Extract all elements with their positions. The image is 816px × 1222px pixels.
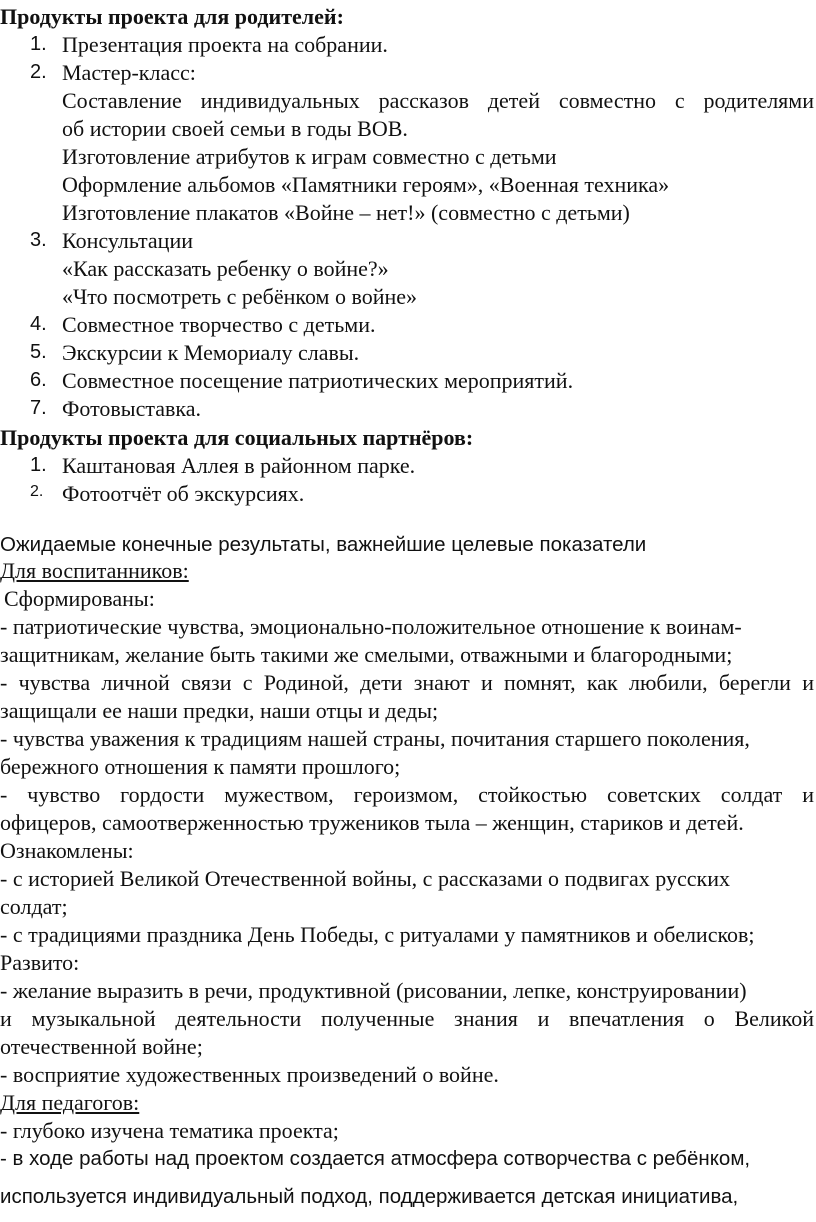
list-number: 2. bbox=[30, 61, 47, 83]
list-item-text: Совместное творчество с детьми. bbox=[62, 312, 376, 337]
list-number: 1. bbox=[30, 454, 47, 476]
list-number: 4. bbox=[30, 313, 47, 335]
list-subline: Изготовление плакатов «Войне – нет!» (совместно с детьми) bbox=[62, 200, 630, 225]
list-item-text: Консультации bbox=[62, 228, 194, 253]
list-number: 3. bbox=[30, 229, 47, 251]
text-line: солдат; bbox=[0, 894, 68, 919]
list-number: 7. bbox=[30, 397, 47, 419]
text-line: отечественной войне; bbox=[0, 1034, 203, 1059]
text-line: защитникам, желание быть такими же смелыми, отважными и благородными; bbox=[0, 642, 733, 667]
list-number: 6. bbox=[30, 369, 47, 391]
developed-label: Развито: bbox=[0, 950, 80, 975]
text-line: - желание выразить в речи, продуктивной (рисовании, лепке, конструировании) bbox=[0, 978, 747, 1003]
list-number: 1. bbox=[30, 33, 47, 55]
text-line: - с историей Великой Отечественной войны, с рассказами о подвигах русских bbox=[0, 866, 730, 891]
text-line: - чувства уважения к традициям нашей страны, почитания старшего поколения, bbox=[0, 726, 750, 751]
parents-products-heading: Продукты проекта для родителей: bbox=[0, 4, 344, 29]
text-line: - глубоко изучена тематика проекта; bbox=[0, 1118, 339, 1143]
list-subline: Изготовление атрибутов к играм совместно с детьми bbox=[62, 144, 557, 169]
list-number: 2. bbox=[30, 483, 44, 500]
pupils-heading: Для воспитанников: bbox=[0, 558, 189, 583]
list-subline: «Как рассказать ребенку о войне?» bbox=[62, 256, 389, 281]
list-number: 5. bbox=[30, 341, 47, 363]
partners-products-heading: Продукты проекта для социальных партнёров: bbox=[0, 425, 474, 450]
teachers-heading: Для педагогов: bbox=[0, 1090, 140, 1115]
list-item-text: Фотоотчёт об экскурсиях. bbox=[62, 481, 305, 506]
text-line: - в ходе работы над проектом создается атмосфера сотворчества с ребёнком, bbox=[0, 1147, 751, 1170]
acquainted-label: Ознакомлены: bbox=[0, 838, 134, 863]
text-line: защищали ее наши предки, наши отцы и деды; bbox=[0, 698, 439, 723]
list-subline: об истории своей семьи в годы ВОВ. bbox=[62, 116, 408, 141]
list-item-text: Фотовыставка. bbox=[62, 396, 202, 421]
text-line: - восприятие художественных произведений о войне. bbox=[0, 1062, 499, 1087]
list-item-text: Каштановая Аллея в районном парке. bbox=[62, 453, 416, 478]
text-line: - чувства личной связи с Родиной, дети знают и помнят, как любили, берегли и bbox=[0, 670, 814, 695]
list-subline: Составление индивидуальных рассказов детей совместно с родителями bbox=[62, 88, 814, 113]
text-line: - чувство гордости мужеством, героизмом, стойкостью советских солдат и bbox=[0, 782, 814, 807]
results-heading: Ожидаемые конечные результаты, важнейшие целевые показатели bbox=[0, 533, 647, 556]
list-item-text: Совместное посещение патриотических мероприятий. bbox=[62, 368, 574, 393]
list-item-text: Презентация проекта на собрании. bbox=[62, 32, 388, 57]
list-item-text: Экскурсии к Мемориалу славы. bbox=[62, 340, 360, 365]
text-line: - с традициями праздника День Победы, с ритуалами у памятников и обелисков; bbox=[0, 922, 755, 947]
text-line: используется индивидуальный подход, поддерживается детская инициатива, bbox=[0, 1185, 739, 1208]
list-subline: «Что посмотреть с ребёнком о войне» bbox=[62, 284, 418, 309]
formed-label: Сформированы: bbox=[4, 586, 155, 611]
list-item-text: Мастер-класс: bbox=[62, 60, 196, 85]
text-line: - патриотические чувства, эмоционально-положительное отношение к воинам- bbox=[0, 614, 742, 639]
text-line: бережного отношения к памяти прошлого; bbox=[0, 754, 401, 779]
list-subline: Оформление альбомов «Памятники героям», «Военная техника» bbox=[62, 172, 670, 197]
text-line: офицеров, самоотверженностью тружеников тыла – женщин, стариков и детей. bbox=[0, 810, 744, 835]
text-line: и музыкальной деятельности полученные знания и впечатления о Великой bbox=[0, 1006, 814, 1031]
